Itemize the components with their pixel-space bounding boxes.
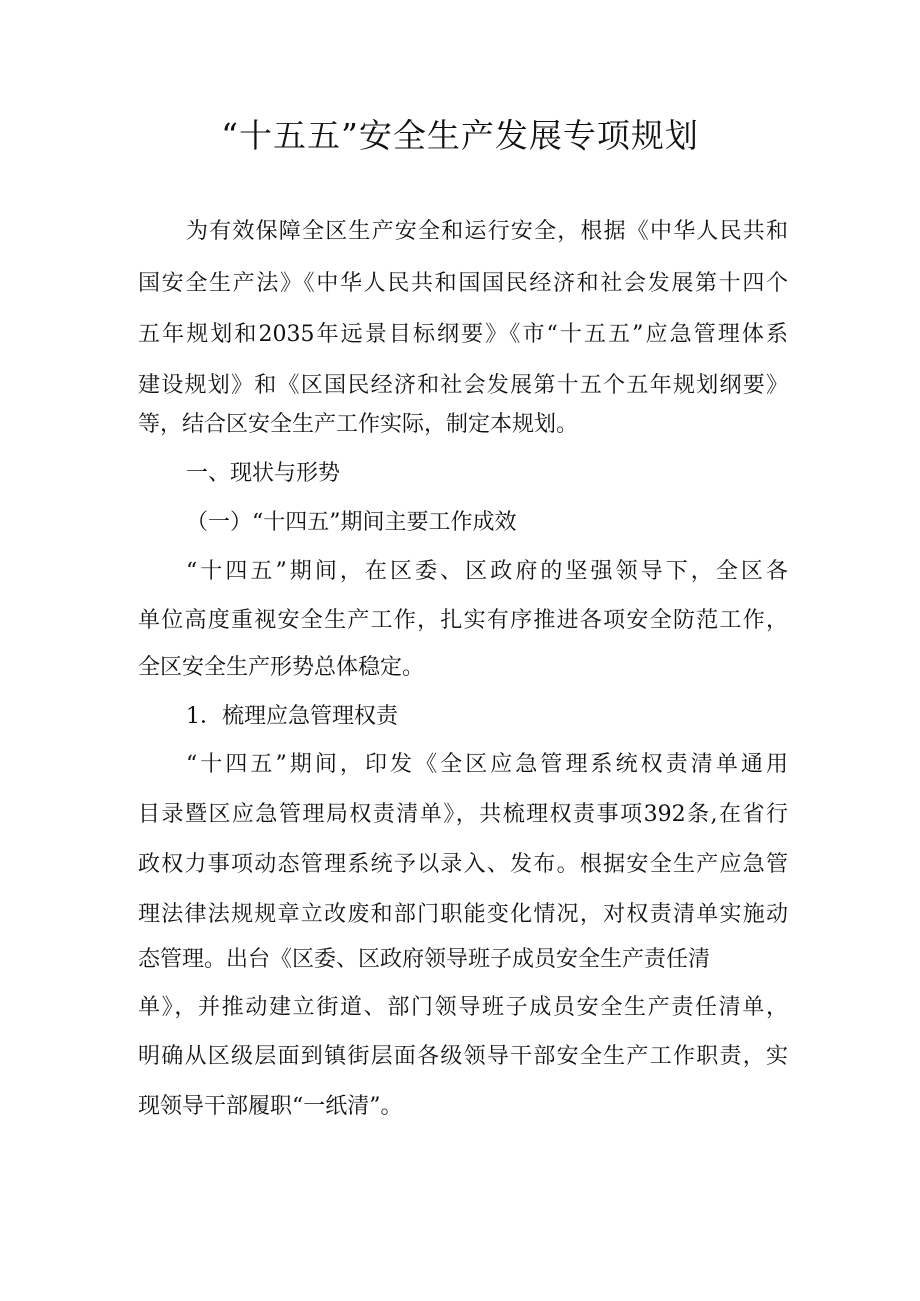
document-title: “十五五”安全生产发展专项规划 <box>221 116 699 155</box>
subsection-para-line-3: 全区安全生产形势总体稳定。 <box>138 655 425 680</box>
item-para-line-7: 明确从区级层面到镇街层面各级领导干部安全生产工作职责，实 <box>138 1044 788 1069</box>
intro-line-1: 为有效保障全区生产安全和运行安全，根据《中华人民共和 <box>186 219 788 244</box>
item-para-line-3: 政权力事项动态管理系统予以录入、发布。根据安全生产应急管 <box>138 852 788 877</box>
item-para-line-4: 理法律法规规章立改废和部门职能变化情况，对权责清单实施动 <box>138 902 788 927</box>
section-heading-1: 一、现状与形势 <box>186 461 341 486</box>
subsection-para-line-1: “十四五”期间，在区委、区政府的坚强领导下，全区各 <box>186 559 788 584</box>
subsection-para-line-2: 单位高度重视安全生产工作，扎实有序推进各项安全防范工作， <box>138 608 788 633</box>
intro-line-3: 五年规划和2035年远景目标纲要》《市“十五五”应急管理体系 <box>138 322 788 347</box>
item-para-line-2: 目录暨区应急管理局权责清单》，共梳理权责事项392条,在省行 <box>138 802 788 827</box>
item-para-line-6: 单》，并推动建立街道、部门领导班子成员安全生产责任清单， <box>138 995 788 1020</box>
item-para-line-8: 现领导干部履职“一纸清”。 <box>138 1094 403 1119</box>
subsection-heading-1: （一）“十四五”期间主要工作成效 <box>186 510 517 535</box>
intro-line-5: 等，结合区安全生产工作实际，制定本规划。 <box>138 412 579 437</box>
intro-line-4: 建设规划》和《区国民经济和社会发展第十五个五年规划纲要》 <box>138 373 788 398</box>
intro-line-2: 国安全生产法》《中华人民共和国国民经济和社会发展第十四个 <box>138 271 788 296</box>
item-para-line-5: 态管理。出台《区委、区政府领导班子成员安全生产责任清 <box>138 947 711 972</box>
item-para-line-1: “十四五”期间，印发《全区应急管理系统权责清单通用 <box>186 752 788 777</box>
item-heading-1: 1．梳理应急管理权责 <box>186 704 398 729</box>
